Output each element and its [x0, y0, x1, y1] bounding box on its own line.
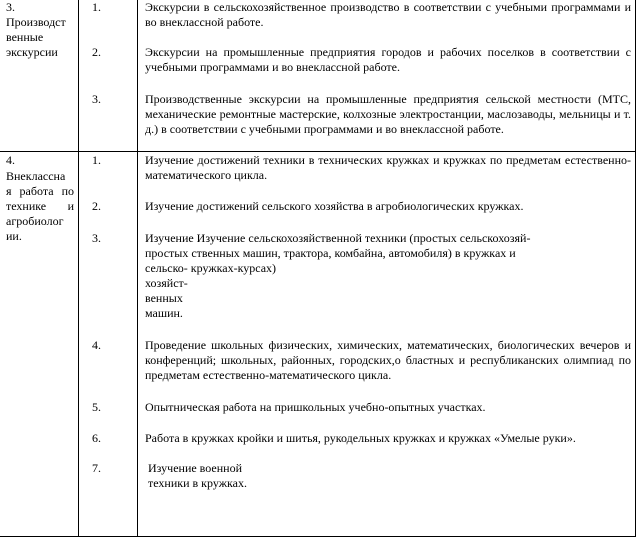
- item-text: Проведение школьных физических, химических, математических, биологических вечеров и конференций; школьных, районных, городских,о бластных и республиканских олимпиад по предметам естественно-математического цикла.: [145, 338, 631, 382]
- item-text: Экскурсии на промышленные предприятия городов и рабочих поселков в соответствии с учебными программами и во внеклассной работе.: [145, 45, 631, 74]
- item-text: Опытническая работа на пришкольных учебно-опытных участках.: [145, 400, 486, 414]
- section-number: 3.: [6, 0, 15, 14]
- col-border-2: [137, 0, 138, 537]
- item-number: 7.: [92, 461, 101, 475]
- section-title-line: технике и: [6, 199, 74, 213]
- item-text-line: Изучение военной: [148, 461, 243, 475]
- item-text-line: хозяйст-: [145, 276, 188, 290]
- section-title-line: ии.: [6, 229, 22, 243]
- item-number: 3.: [92, 92, 101, 106]
- item-text-line: Изучение Изучение сельскохозяйственной техники (простых сельскохозяй-: [145, 231, 531, 245]
- item-text-line: машин.: [145, 306, 183, 320]
- item-text-line: техники в кружках.: [148, 476, 247, 490]
- item-text-line: простых ственных машин, трактора, комбайна, автомобиля) в кружках и: [145, 246, 516, 260]
- col-border-1: [78, 0, 79, 537]
- item-text: Работа в кружках кройки и шитья, рукодельных кружках и кружках «Умелые руки».: [145, 431, 576, 445]
- section-title-line: венные: [6, 30, 44, 44]
- section-title-line: экскурсии: [6, 45, 58, 59]
- section-title-line: я работа по: [6, 184, 74, 198]
- section-title-line: Внеклассна: [6, 169, 66, 183]
- item-text-line: венных: [145, 291, 183, 305]
- item-number: 1.: [92, 0, 101, 14]
- item-number: 5.: [92, 400, 101, 414]
- item-text: Производственные экскурсии на промышленные предприятия сельской местности (МТС, механические ремонтные мастерские, колхозные электростанции, маслозаводы, мельницы и т. д.) в соответствии с учебными программами и во внеклассной работе.: [145, 92, 631, 136]
- item-text: Экскурсии в сельскохозяйственное производство в соответствии с учебными программами и во внеклассной работе.: [145, 0, 631, 29]
- section-number: 4.: [6, 153, 15, 167]
- row-border: [0, 151, 636, 152]
- item-number: 4.: [92, 338, 101, 352]
- item-number: 3.: [92, 231, 101, 245]
- item-number: 1.: [92, 153, 101, 167]
- section-title-line: агробиолог: [6, 214, 64, 228]
- item-text-line: сельско- кружках-курсах): [145, 261, 277, 275]
- item-number: 6.: [92, 431, 101, 445]
- item-text: Изучение достижений сельского хозяйства в агробиологических кружках.: [145, 199, 524, 213]
- item-number: 2.: [92, 199, 101, 213]
- item-text: Изучение достижений техники в технических кружках и кружках по предметам естественно-математического цикла.: [145, 153, 631, 182]
- section-title-line: Производст: [6, 15, 66, 29]
- item-number: 2.: [92, 45, 101, 59]
